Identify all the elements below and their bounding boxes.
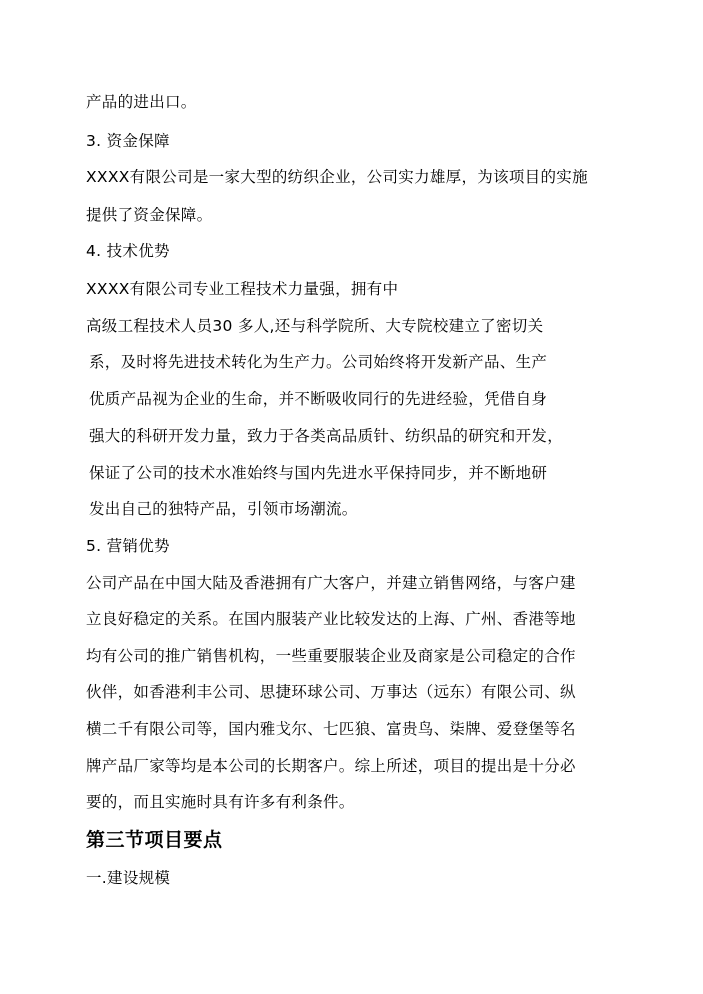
paragraph-line: 优质产品视为企业的生命，并不断吸收同行的先进经验，凭借自身 — [89, 390, 548, 408]
section-heading: 第三节项目要点 — [86, 829, 223, 851]
paragraph-line: 立良好稳定的关系。在国内服装产业比较发达的上海、广州、香港等地 — [86, 610, 576, 628]
paragraph-line: 均有公司的推广销售机构，一些重要服装企业及商家是公司稳定的合作 — [86, 647, 576, 665]
subheading-marketing: 5. 营销优势 — [86, 537, 170, 555]
paragraph-line: 高级工程技术人员30 多人,还与科学院所、大专院校建立了密切关 — [86, 317, 544, 335]
paragraph-line: 强大的科研开发力量，致力于各类高品质针、纺织品的研究和开发， — [89, 427, 564, 445]
paragraph-line: 公司产品在中国大陆及香港拥有广大客户，并建立销售网络，与客户建 — [86, 574, 576, 592]
paragraph-line: 提供了资金保障。 — [86, 206, 213, 224]
paragraph-line: XXXX有限公司是一家大型的纺织企业，公司实力雄厚，为该项目的实施 — [86, 168, 588, 186]
paragraph-line: 伙伴，如香港利丰公司、思捷环球公司、万事达（远东）有限公司、纵 — [86, 683, 576, 701]
subsection-heading: 一.建设规模 — [86, 869, 171, 887]
paragraph-line: 保证了公司的技术水准始终与国内先进水平保持同步，并不断地研 — [89, 464, 548, 482]
subheading-technology: 4. 技术优势 — [86, 242, 170, 260]
paragraph-line: 产品的进出口。 — [86, 93, 197, 111]
paragraph-line: 系，及时将先进技术转化为生产力。公司始终将开发新产品、生产 — [89, 353, 548, 371]
paragraph-line: 要的，而且实施时具有许多有利条件。 — [86, 793, 355, 811]
paragraph-line: 横二千有限公司等，国内雅戈尔、七匹狼、富贵鸟、柒牌、爱登堡等名 — [86, 720, 576, 738]
subheading-funding: 3. 资金保障 — [86, 132, 170, 150]
paragraph-line: XXXX有限公司专业工程技术力量强，拥有中 — [86, 280, 399, 298]
paragraph-line: 牌产品厂家等均是本公司的长期客户。综上所述，项目的提出是十分必 — [86, 757, 576, 775]
paragraph-line: 发出自己的独特产品，引领市场潮流。 — [89, 500, 358, 518]
